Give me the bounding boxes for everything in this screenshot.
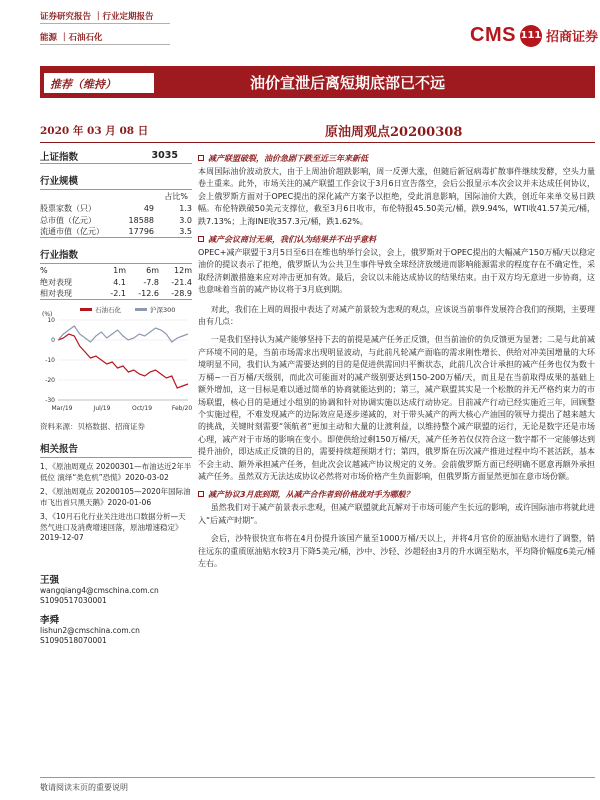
rating-tag: 推荐（维持） <box>44 73 154 93</box>
legend-label: 石油石化 <box>95 306 121 314</box>
body-paragraph: 会后，沙特很快宣布将在4月份提升该国产量至1000万桶/天以上，并将4月官价的原油贴水进行了调整，销往远东的重质原油贴水较3月下降5美元/桶，沙中、沙轻、沙超轻由3月的升水调至贴水，平均降价幅度6美元/桶左右。 <box>198 534 595 568</box>
related-report-item[interactable]: 2、《原油周观点 20200105—2020年国际油市飞出首只黑天鹅》2020-01-06 <box>40 487 191 507</box>
index-value: 3035 <box>151 150 178 161</box>
perf-name: 相对表现 <box>40 289 72 298</box>
body-paragraph: 一是我们坚持认为减产能够坚持下去的前提是减产任务正反馈，但当前油价的负反馈更为显著；二是与此前减产环境不同的是，当前市场需求出现明显波动，与此前凡轮减产面临的需求刚性增长、供给对冲美国增量的大环境明显不同，我们认为减产需要达到的目的是促进供需回归平衡状态，此前几次合计承担的减产任务也仅为数十万桶~一百万桶/天级别，而此次可能面对的减产级别要达到150-200万桶/天，而且是在当前取得成果的基础上额外增加，这一目标是难以通过简单的协商就能达到的；第三，减产联盟其实是一个松散的并无严格约束力的市场联盟，核心目的是通过小组别的协调和针对协调实施以达成行动协定。目前减产行动已经实施近三年，回顾整个实施过程，不难发现减产的边际效应是逐步递减的，对于带头减产的两大核心产油国的领导力提出了越来越大的挑战，关键时刻需要“领航者”更加主动和大量的让渡利益，以维持整个减产联盟的运行，无论是数字还是市场心理，减产对于市场的影响在变小。即使供给过剩150万桶/天，减产任务若仅仅符合这一数字都不一定能够达到提升油价，即达成正反馈的目的，需要持续超预期才行；第四，俄罗斯在历次减产推进过程中均不甚活跃，基本不会主动、额外承担减产任务，但此次会议越减产协议规定的义务。会前俄罗斯方面已经明确不愿意再额外承担减产任务。虽然双方无法达成协议必然将对市场价格产生负面影响，但俄罗斯方面显然更加在意市场份额。 <box>198 335 595 481</box>
scale-name: 流通市值（亿元） <box>40 227 104 236</box>
x-tick-label: Mar/19 <box>51 405 73 412</box>
cms-logo <box>470 24 598 47</box>
perf-value: -7.8 <box>143 277 159 287</box>
scale-value: 17796 <box>128 227 154 236</box>
perf-row <box>40 288 192 300</box>
perf-name: 绝对表现 <box>40 277 72 287</box>
legend-swatch <box>80 308 92 311</box>
author-cert: S1090518070001 <box>40 635 107 645</box>
scale-row <box>40 226 192 238</box>
logo-company-name: 招商证券 <box>545 30 598 45</box>
body-paragraph: 对此，我们在上周的周报中表达了对减产前景较为悲观的观点，应该说当前事件发展符合我们的预期，主要理由有几点： <box>198 304 595 327</box>
scale-name: 股票家数（只） <box>40 203 96 213</box>
bullet-square-icon <box>198 491 204 497</box>
y-tick-label: -30 <box>45 397 55 404</box>
x-tick-label: Jul/19 <box>93 405 111 412</box>
author-email[interactable]: lishun2@cmschina.com.cn <box>40 625 140 635</box>
x-tick-label: Feb/20 <box>171 405 192 412</box>
related-report-item[interactable]: 3、《10月石化行业关注进出口数据分析—天然气进口及消费增速回落，原油增速稳定》2019-12-07 <box>40 512 186 542</box>
y-tick-label: 0 <box>51 337 55 344</box>
scale-row <box>40 214 192 226</box>
scale-row <box>40 202 192 214</box>
index-row <box>40 148 192 164</box>
y-tick-label: -10 <box>45 357 55 364</box>
scale-pct: 3.0 <box>179 215 192 225</box>
header-divider <box>40 44 170 45</box>
perf-value: 4.1 <box>113 277 126 287</box>
body-paragraph: 虽然我们对于减产前景表示悲观，但减产联盟就此瓦解对于市场可能产生长远的影响，或许国际油市将就此进入“后减产时期”。 <box>198 503 595 525</box>
footer-note: 敬请阅读末页的重要说明 <box>40 783 128 792</box>
report-date: 2020 年 03 月 08 日 <box>40 125 149 137</box>
perf-col-label: 12m <box>174 265 192 275</box>
scale-pct: 1.3 <box>179 203 192 213</box>
main-content <box>198 149 595 570</box>
section-heading <box>198 234 595 245</box>
section-heading-text: 减产联盟破裂，油价急剧下跌至近三年来新低 <box>208 154 368 163</box>
series-line <box>58 326 188 342</box>
related-report-item[interactable]: 1、《原油周观点 20200301—布油达近2年半低位 演绎“类危机”恐慌》2020-03-02 <box>40 462 192 482</box>
perf-value: -21.4 <box>171 277 192 287</box>
perf-value: -2.1 <box>110 289 126 298</box>
author-cert: S1090517030001 <box>40 595 107 605</box>
author-name: 王强 <box>40 574 60 586</box>
date-rule <box>40 142 595 143</box>
scale-header-row <box>40 190 192 202</box>
section-heading <box>198 489 595 500</box>
logo-cms-text: CMS <box>470 24 516 46</box>
report-subtitle: 原油周观点20200308 <box>325 125 463 140</box>
y-tick-label: -20 <box>45 377 55 384</box>
perf-col-label: 1m <box>113 265 126 275</box>
header-divider <box>40 23 170 24</box>
x-tick-label: Oct/19 <box>131 405 153 412</box>
perf-header-row <box>40 264 192 276</box>
legend-swatch <box>135 308 147 311</box>
perf-row <box>40 276 192 288</box>
section-heading-text: 减产会议商讨无果，我们认为结果并不出乎意料 <box>208 235 376 245</box>
share-column-label: 占比% <box>164 191 188 201</box>
report-type-label: 证券研究报告 ｜行业定期报告 <box>40 12 154 22</box>
author-email[interactable]: wangqiang4@cmschina.com.cn <box>40 585 159 595</box>
perf-value: -28.9 <box>171 289 192 298</box>
data-source: 资料来源：贝格数据、招商证券 <box>40 422 145 431</box>
body-paragraph: 本周国际油价波动放大，由于上周油价超跌影响，周一反弹大涨，但随后新冠病毒扩散事件继续发酵，空头力量卷土重来。此外，市场关注的减产联盟工作会议于3月6日宣告落空，会后公报显示本次会议并未达成任何协议，会上俄罗斯方面对于OPEC提出的深化减产方案予以拒绝，受此消息影响，国际油价大跌，创近年来单交易日跌幅。布伦特跌破50美元支撑位，截至3月6日收市，布伦特报45.50美元/桶，跌9.94%，WTI收41.57美元/桶，跌7.13%；上海INE收357.3元/桶，跌1.62%。 <box>198 167 595 226</box>
report-title: 油价宣泄后离短期底部已不远 <box>250 74 446 92</box>
industry-scale-heading: 行业规模 <box>40 170 192 190</box>
legend-label: 沪深300 <box>150 306 176 314</box>
section-heading-text: 减产协议3月底到期，从减产合作者到价格战对手为哪般？ <box>208 490 414 500</box>
sector-label: 能源 ｜石油石化 <box>40 33 103 43</box>
footer-rule <box>40 777 595 778</box>
perf-col-label: 6m <box>146 265 159 275</box>
y-tick-label: 10 <box>47 317 55 324</box>
scale-value: 18588 <box>128 215 154 225</box>
scale-name: 总市值（亿元） <box>40 215 96 225</box>
author-name: 李舜 <box>40 614 60 626</box>
industry-index-heading: 行业指数 <box>40 244 192 264</box>
index-label: 上证指数 <box>40 151 79 163</box>
index-performance-chart <box>40 304 192 416</box>
perf-value: -12.6 <box>138 289 159 298</box>
y-axis-label: (%) <box>42 311 53 318</box>
bullet-square-icon <box>198 236 204 242</box>
perf-unit-label: % <box>40 265 48 275</box>
logo-mark-icon: 111 <box>520 25 542 47</box>
scale-pct: 3.5 <box>179 227 192 236</box>
scale-value: 49 <box>143 203 154 213</box>
section-heading <box>198 153 595 164</box>
related-reports-heading: 相关报告 <box>40 438 192 458</box>
sidebar <box>40 148 192 646</box>
bullet-square-icon <box>198 155 204 161</box>
body-paragraph: OPEC+减产联盟于3月5日至6日在维也纳举行会议，会上，俄罗斯对于OPEC提出的大幅减产150万桶/天以稳定油价的提议表示了拒绝，俄罗斯认为公共卫生事件导致全球经济放缓进而影响能源需求的程度存在不确定性，采取经济刺激措施来应对冲击更加有效。最后，会议以未能达成协议的结果结束。由于双方均无意进一步协商，这也意味着当前的减产协议将于3月底到期。 <box>198 248 595 295</box>
